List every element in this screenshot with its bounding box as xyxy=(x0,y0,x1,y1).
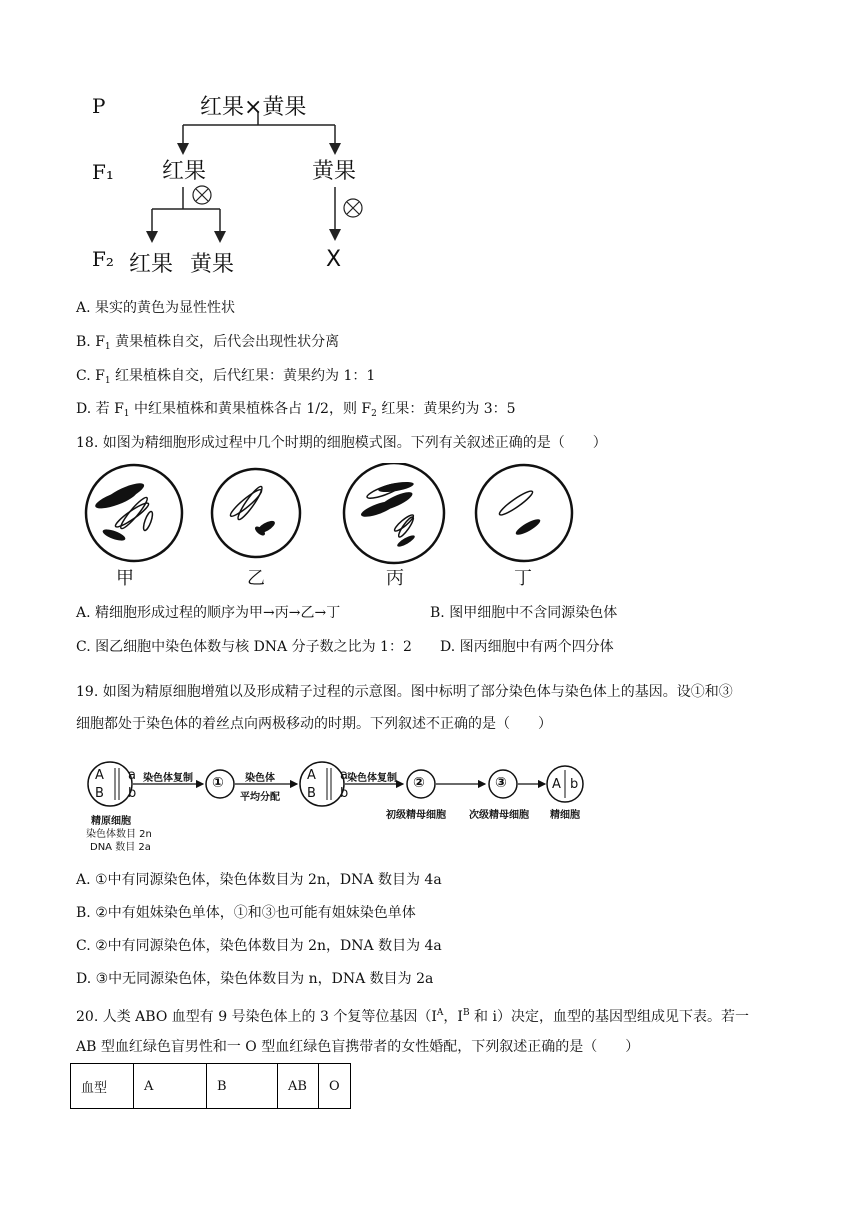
table-cell: B xyxy=(207,1064,278,1109)
q18-option-b: B. 图甲细胞中不含同源染色体 xyxy=(430,605,618,621)
q19-stem-line1: 19. 如图为精原细胞增殖以及形成精子过程的示意图。图中标明了部分染色体与染色体上的基因。设①和③ xyxy=(76,684,733,700)
q17-option-b: B. $F_1$ 黄果植株自交，后代会出现性状分离 xyxy=(76,334,340,352)
cell-2-label: ② xyxy=(413,775,425,791)
step-replicate-1: 染色体复制 xyxy=(143,773,193,784)
cell-ding xyxy=(476,465,572,561)
q19-option-a: A. ①中有同源染色体，染色体数目为 2n，DNA 数目为 4a xyxy=(76,872,442,888)
gene-A: A xyxy=(307,768,316,783)
cell-jia xyxy=(86,465,182,561)
label-secondary-spermatocyte: 次级精母细胞 xyxy=(469,810,529,821)
parents-label: 红果×黄果 xyxy=(200,95,307,120)
q20-stem-line1: 20. 人类 ABO 血型有 9 号染色体上的 3 个复等位基因（$I^A$，$I^B$ 和 i）决定，血型的基因型组成见下表。若一 xyxy=(76,1008,749,1025)
table-row xyxy=(71,1064,351,1109)
gene-A: A xyxy=(552,777,561,792)
label-dna-count: DNA 数目 2a xyxy=(90,842,151,853)
q19-option-c: C. ②中有同源染色体，染色体数目为 2n，DNA 数目为 4a xyxy=(76,938,442,954)
cell-label-yi: 乙 xyxy=(247,568,265,589)
cell-bing xyxy=(344,463,444,563)
q17-option-c: C. $F_1$ 红果植株自交，后代红果：黄果约为 1：1 xyxy=(76,368,376,386)
table-cell: AB xyxy=(278,1064,319,1109)
gene-B: B xyxy=(307,786,316,801)
gene-b: b xyxy=(570,777,579,792)
label-spermatogonium: 精原细胞 xyxy=(91,816,131,827)
f1-yellow-label: 黄果 xyxy=(312,159,357,184)
cell-yi xyxy=(212,469,300,557)
f2-x-label: X xyxy=(326,247,342,272)
generation-p: P xyxy=(92,94,106,118)
cell-1-label: ① xyxy=(212,775,224,791)
gene-a: a xyxy=(128,768,136,783)
generation-f2: F₂ xyxy=(92,247,114,271)
f1-red-label: 红果 xyxy=(162,159,207,184)
label-sperm-cell: 精细胞 xyxy=(550,810,580,821)
gene-b: b xyxy=(128,786,137,801)
q17-option-d: D. 若 $F_1$ 中红果植株和黄果植株各占 1/2，则 $F_2$ 红果：黄果约为 3：5 xyxy=(76,401,516,419)
q20-stem-line2: AB 型血红绿色盲男性和一 O 型血红绿色盲携带者的女性婚配，下列叙述正确的是（ ） xyxy=(76,1039,640,1055)
q18-stem: 18. 如图为精细胞形成过程中几个时期的细胞模式图。下列有关叙述正确的是（ ） xyxy=(76,435,607,451)
gene-a: a xyxy=(340,768,348,783)
label-chromosome-count: 染色体数目 2n xyxy=(86,829,152,840)
q18-option-a: A. 精细胞形成过程的顺序为甲→丙→乙→丁 xyxy=(76,605,341,621)
q17-option-a: A. 果实的黄色为显性性状 xyxy=(76,300,236,316)
q19-option-d: D. ③中无同源染色体，染色体数目为 n，DNA 数目为 2a xyxy=(76,971,434,987)
generation-f1: F₁ xyxy=(92,160,114,184)
label-primary-spermatocyte: 初级精母细胞 xyxy=(386,810,446,821)
step-replicate-2: 染色体复制 xyxy=(347,773,397,784)
cell-label-ding: 丁 xyxy=(514,568,532,589)
gene-B: B xyxy=(95,786,104,801)
f2-red-label: 红果 xyxy=(129,252,174,277)
gene-b: b xyxy=(340,786,349,801)
table-cell-header: 血型 xyxy=(71,1064,134,1109)
q19-option-b: B. ②中有姐妹染色单体，①和③也可能有姐妹染色单体 xyxy=(76,905,416,921)
cell-label-jia: 甲 xyxy=(116,568,134,589)
blood-type-table xyxy=(70,1063,351,1109)
gene-A: A xyxy=(95,768,104,783)
step-divide-bottom: 平均分配 xyxy=(240,792,280,803)
table-cell: O xyxy=(319,1064,351,1109)
f2-yellow-label: 黄果 xyxy=(190,252,235,277)
cell-label-bing: 丙 xyxy=(386,568,404,589)
q18-option-c: C. 图乙细胞中染色体数与核 DNA 分子数之比为 1：2 xyxy=(76,639,412,655)
q19-stem-line2: 细胞都处于染色体的着丝点向两极移动的时期。下列叙述不正确的是（ ） xyxy=(76,716,552,732)
cell-3-label: ③ xyxy=(495,775,507,791)
table-cell: A xyxy=(134,1064,207,1109)
step-divide-top: 染色体 xyxy=(245,773,275,784)
q18-option-d: D. 图丙细胞中有两个四分体 xyxy=(440,639,614,655)
